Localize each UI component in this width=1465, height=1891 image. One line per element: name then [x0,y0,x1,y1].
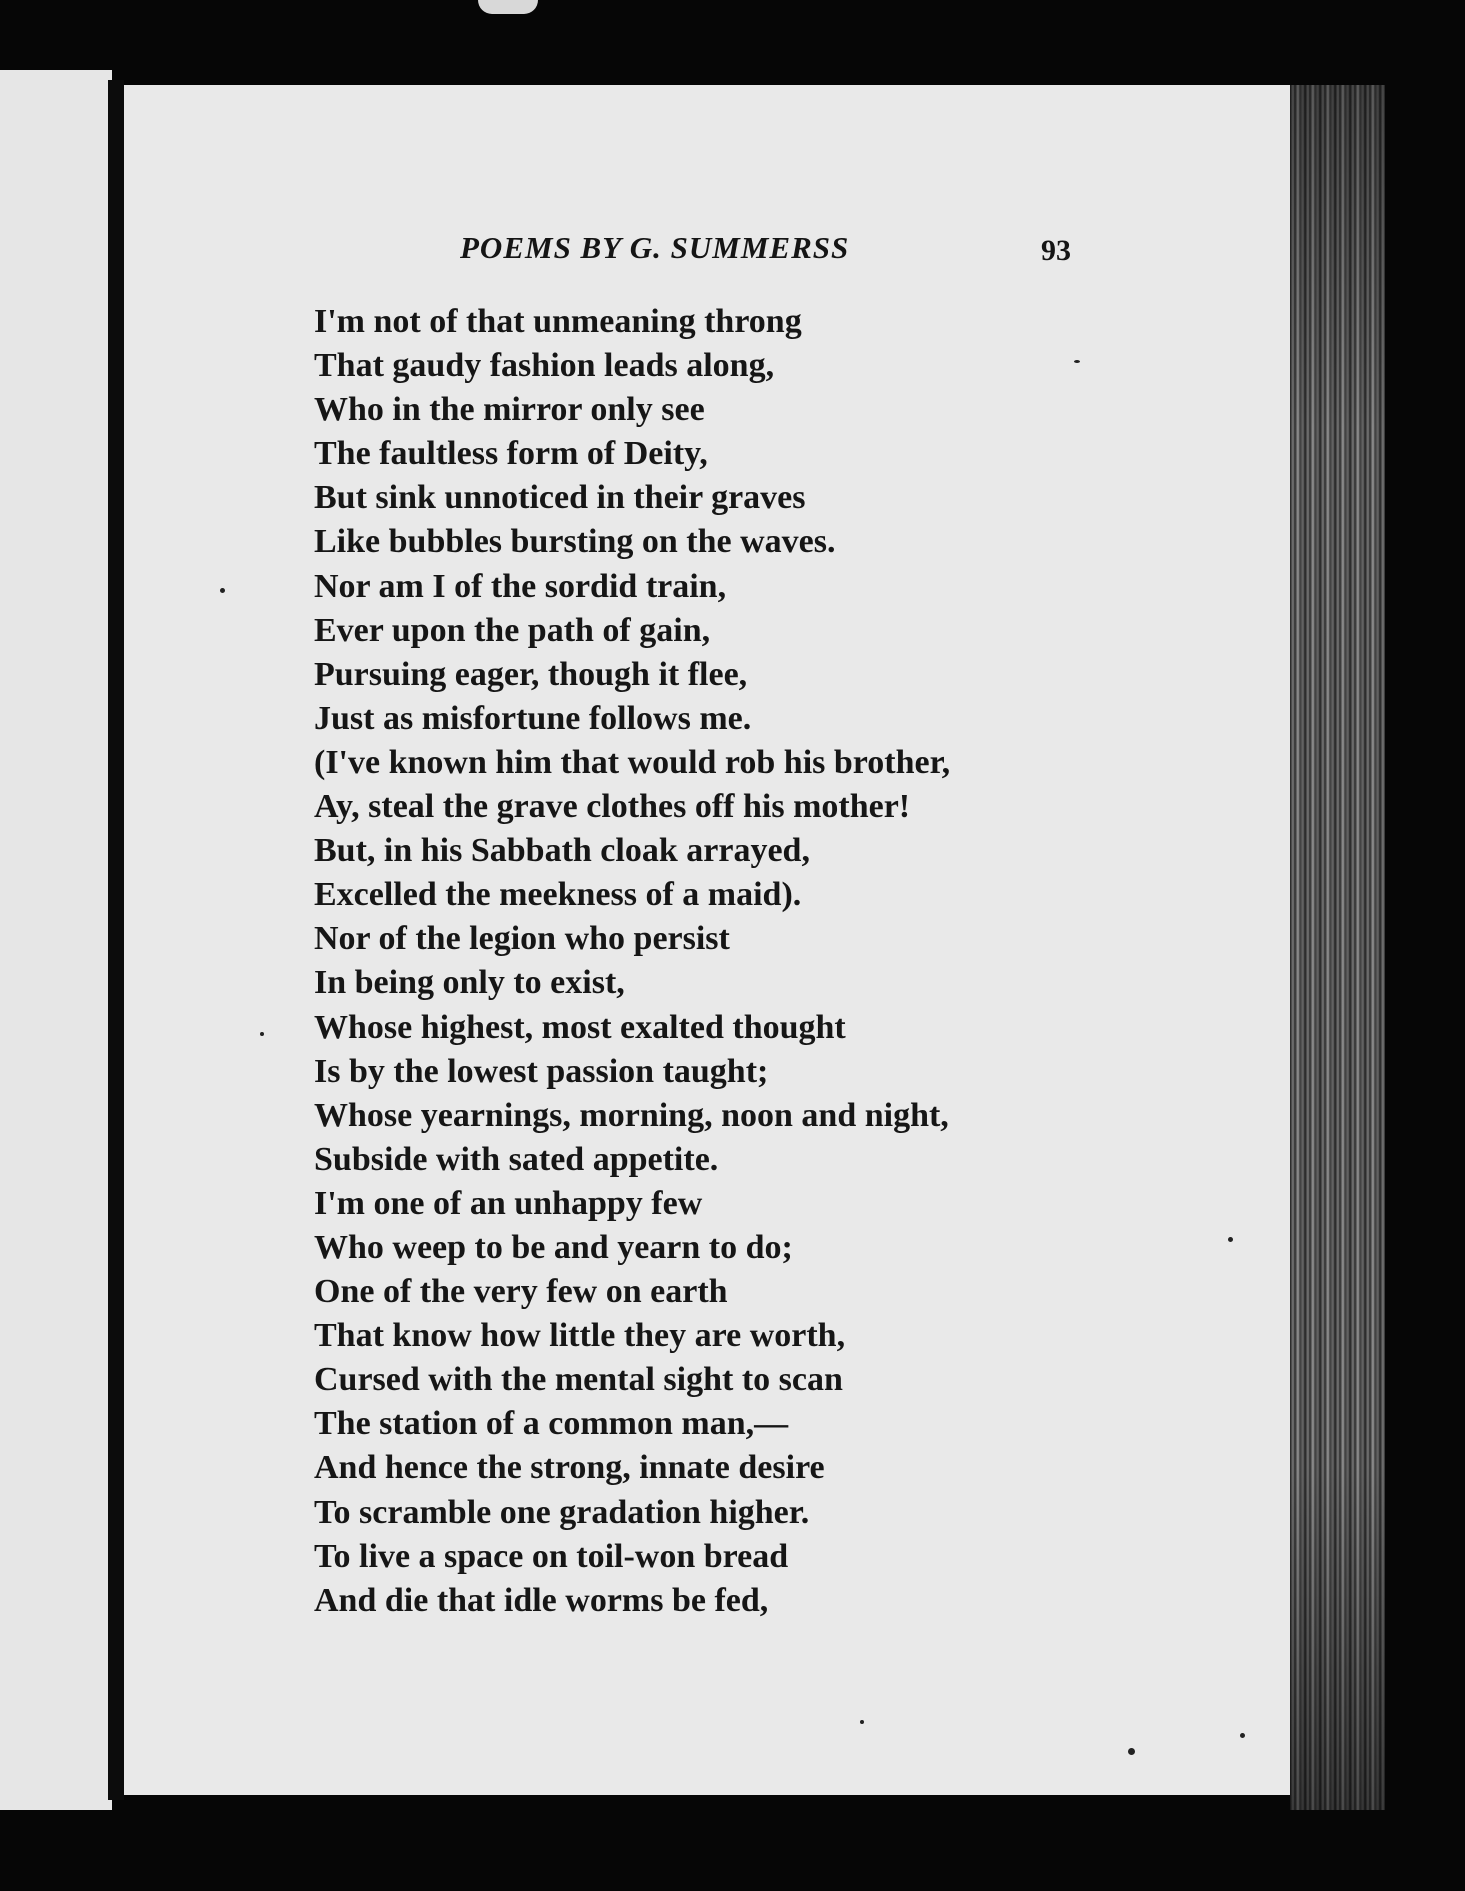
scan-speck [860,1720,864,1724]
running-head: POEMS BY G. SUMMERSS [460,230,850,265]
poem-line: Just as misfortune follows me. [314,699,752,737]
poem-line: Nor of the legion who persist [314,920,730,958]
poem-line: And die that idle worms be fed, [314,1581,769,1619]
poem-line: I'm one of an unhappy few [314,1184,703,1222]
poem-line: The station of a common man,— [314,1405,789,1443]
poem-line: (I've known him that would rob his brother, [314,743,951,781]
poem-line: Subside with sated appetite. [314,1140,719,1178]
poem-line: Ever upon the path of gain, [314,611,711,649]
scan-artifact [478,0,538,14]
poem-line: Pursuing eager, though it flee, [314,655,748,693]
poem-line: But sink unnoticed in their graves [314,479,806,517]
poem-body [314,300,1094,1623]
scan-speck [260,1032,264,1036]
poem-line: Is by the lowest passion taught; [314,1052,769,1090]
book-page-edges-shade [1290,85,1385,1810]
poem-line: In being only to exist, [314,964,625,1002]
scan-speck [1074,360,1080,363]
poem-line: Whose yearnings, morning, noon and night, [314,1096,949,1134]
previous-page-edge [0,70,112,1810]
poem-line: To live a space on toil-won bread [314,1537,789,1575]
poem-line: That know how little they are worth, [314,1317,846,1355]
poem-line: Cursed with the mental sight to scan [314,1361,843,1399]
poem-line: Excelled the meekness of a maid). [314,876,802,914]
poem-line: To scramble one gradation higher. [314,1493,810,1531]
poem-line: That gaudy fashion leads along, [314,347,775,385]
poem-line: One of the very few on earth [314,1273,728,1311]
scan-speck [1128,1748,1135,1755]
scan-speck [1228,1237,1233,1242]
poem-line: Who weep to be and yearn to do; [314,1228,793,1266]
poem-line: And hence the strong, innate desire [314,1449,825,1487]
poem-line: But, in his Sabbath cloak arrayed, [314,832,810,870]
poem-line: I'm not of that unmeaning throng [314,303,802,340]
poem-line: Nor am I of the sordid train, [314,567,727,605]
poem-line: Who in the mirror only see [314,391,705,429]
gutter [108,80,124,1800]
poem-line: Like bubbles bursting on the waves. [314,523,836,561]
poem-line: The faultless form of Deity, [314,435,708,473]
poem-line: Whose highest, most exalted thought [314,1008,846,1046]
scan-speck [220,588,225,593]
scan-speck [1240,1733,1245,1738]
page-number: 93 [1041,234,1071,267]
poem-line: Ay, steal the grave clothes off his mother! [314,788,911,826]
